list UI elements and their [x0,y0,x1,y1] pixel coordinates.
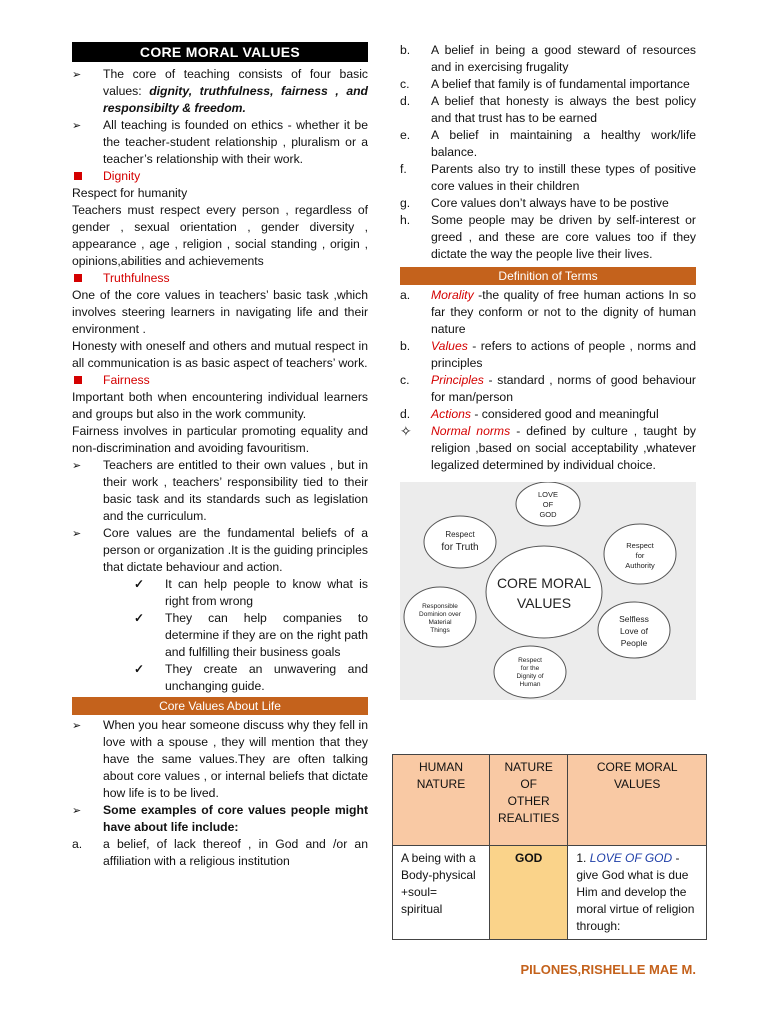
arrow-bullet-icon [72,525,103,543]
fairness-body-2: Fairness involves in particular promoting equality and non-discrimination and avoiding favouritism. [72,424,368,455]
node-center [486,546,602,638]
right-column [400,42,696,700]
intro-text: The core of teaching consists of four basic values: [103,67,368,98]
truthfulness-body-1: One of the core values in teachers’ basic task ,which involves steering learners in navigating life and their environment . [72,288,368,336]
definition-item: c. Principles - standard , norms of good behaviour for man/person [400,373,696,404]
bottom-label: Human [519,681,541,688]
arrow-bullet-icon [72,802,103,820]
node-dignity [494,646,566,698]
left-label: Things [430,627,450,634]
bottom-label: Respect [518,657,542,664]
values-table [392,754,707,940]
list-item: f. Parents also try to instill these types of positive core values in their children [400,162,696,193]
section-heading-dignity: Dignity [72,168,368,185]
left-label: Dominion over [419,611,461,618]
table-header: NATURE OF OTHER REALITIES [490,755,568,846]
list-item: ➢ Some examples of core values people might have about life include: [72,802,368,836]
upper-right-label: for [635,551,645,560]
section-heading-fairness: Fairness [72,372,368,389]
check-icon [134,610,165,627]
list-item: c. A belief that family is of fundamental importance [400,77,690,91]
upper-right-label: Respect [626,541,654,550]
list-item [72,117,368,168]
list-item: ➢ Teachers are entitled to their own values , but in their work , teachers’ responsibility tied to their basic task and its standards such as legislation and the curriculum. [72,457,368,525]
list-item: b. A belief in being a good steward of resources and in exercising frugality [400,43,696,74]
arrow-bullet-icon [72,457,103,475]
list-item: a. a belief, of lack thereof , in God and /or an affiliation with a religious institution [72,837,368,868]
left-column [72,42,368,870]
diamond-bullet-icon [400,423,431,441]
square-bullet-icon [74,274,82,282]
list-item: h. Some people may be driven by self-interest or greed , and these are core values too if they dictate the way the people live their lives. [400,213,696,261]
section-banner-life: Core Values About Life [72,697,368,715]
definition-item: ✧ Normal norms - defined by culture , taught by religion ,based on social acceptability ,whatever legalized determined by individual choice. [400,423,696,474]
list-item-text: All teaching is founded on ethics - whether it be the teacher-student relationship , pluralism or a teacher’s relationship with their work. [103,118,368,166]
page-title: CORE MORAL VALUES [72,42,368,62]
table-header-row [393,755,707,846]
check-item: ✓ They create an unwavering and unchanging guide. [72,661,368,695]
list-item: g. Core values don’t always have to be postive [400,196,669,210]
left-label: Material [428,619,452,626]
square-bullet-icon [74,172,82,180]
table-row [393,846,707,940]
dignity-body: Teachers must respect every person , regardless of gender , sexual orientation , gender diversity , appearance , age , religion , social standing , origin , opinions,abilities and achievements [72,203,368,268]
list-item: d. A belief that honesty is always the best policy and that trust has to be earned [400,94,696,125]
square-bullet-icon [74,376,82,384]
table-header: HUMAN NATURE [393,755,490,846]
table-header: CORE MORAL VALUES [568,755,707,846]
right-label: Love of [620,626,648,636]
check-icon [134,576,165,593]
list-item: ➢ When you hear someone discuss why they fell in love with a spouse , they will mention that they have the same values.They are often talking about core values , or internal beliefs that dictate how life is to be lived. [72,717,368,802]
diagram-svg [400,482,696,700]
table-cell: A being with a Body-physical +soul= spiritual [393,846,490,940]
upper-right-label: Authority [625,561,655,570]
arrow-bullet-icon [72,66,103,84]
upper-left-label: for Truth [441,542,479,553]
center-label-2: VALUES [516,595,572,611]
fairness-body-1: Important both when encountering individual learners and groups but also in the work community. [72,390,368,421]
definition-item: b. Values - refers to actions of people , norms and principles [400,339,696,370]
upper-left-label: Respect [445,530,475,539]
definition-item: a. Morality -the quality of free human actions In so far they conform or not to the dignity of human nature [400,288,696,336]
core-moral-values-diagram [400,482,696,700]
definition-item: d. Actions - considered good and meaningful [400,407,659,421]
top-label: GOD [539,510,557,519]
bottom-label: Dignity of [516,673,544,680]
top-label: OF [542,500,554,509]
truthfulness-body-2: Honesty with oneself and others and mutual respect in all communication is as basic aspect of teachers’ work. [72,339,368,370]
table-cell: 1. LOVE OF GOD - give God what is due Him and develop the moral virtue of religion through: [568,846,707,940]
dignity-subtitle: Respect for humanity [72,186,188,200]
author-footer: PILONES,RISHELLE MAE M. [520,962,696,977]
section-heading-truthfulness: Truthfulness [72,270,368,287]
list-item [72,66,368,117]
center-label-1: CORE MORAL [496,575,592,591]
arrow-bullet-icon [72,717,103,735]
table-cell: GOD [490,846,568,940]
values-emphasis: dignity, truthfulness, fairness , and responsibilty & freedom. [103,84,368,115]
list-item: ➢ Core values are the fundamental beliefs of a person or organization .It is the guiding principles that dictate behaviour and action. [72,525,368,576]
bottom-label: for the [520,665,540,672]
check-item: ✓ It can help people to know what is right from wrong [72,576,368,610]
top-label: LOVE [537,490,559,499]
list-item: e. A belief in maintaining a healthy work/life balance. [400,128,696,159]
check-icon [134,661,165,678]
left-label: Responsible [422,603,458,610]
section-banner-definitions: Definition of Terms [400,267,696,285]
right-label: Selfless [619,614,649,624]
right-label: People [620,638,648,648]
check-item: ✓ They can help companies to determine if they are on the right path and fulfilling their business goals [72,610,368,661]
arrow-bullet-icon [72,117,103,135]
